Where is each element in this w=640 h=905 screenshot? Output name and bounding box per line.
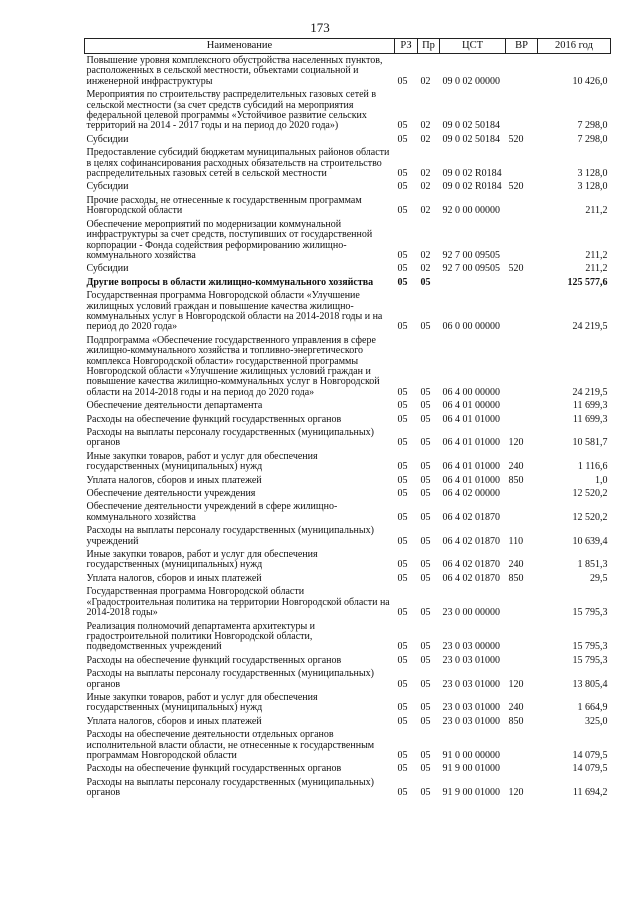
row-pr: 05 [420, 607, 431, 619]
row-name-text: Повышение уровня комплексного обустройства населенных пунктов, расположенных в сельской местности, объектами социальной и инженерной инфраструктуры [86, 55, 383, 87]
row-name-text: Мероприятия по строительству распределительных газовых сетей в сельской местности (за счет средств субсидий на мероприятия федеральной целевой программы «Устойчивое развитие сельских территорий на 2014 - 2017 годы и на период до 2020 года») [86, 89, 377, 132]
row-pr: 05 [420, 511, 431, 523]
row-name-text: Другие вопросы в области жилищно-коммунального хозяйства [86, 276, 374, 288]
row-name-text: Расходы на обеспечение функций государственных органов [86, 413, 342, 425]
row-amount: 29,5 [590, 572, 608, 584]
row-cst: 06 4 00 00000 [442, 386, 500, 398]
row-pr: 05 [420, 488, 431, 500]
row-name [85, 413, 395, 426]
table-row [85, 728, 611, 762]
row-amount: 11 694,2 [572, 787, 608, 799]
row-cst: 91 9 00 01000 [442, 763, 500, 775]
row-pr: 05 [420, 400, 431, 412]
row-amount: 3 128,0 [577, 168, 608, 180]
row-name [85, 194, 395, 218]
row-pr: 05 [420, 461, 431, 473]
row-cst: 91 0 00 00000 [442, 749, 500, 761]
row-pr: 05 [420, 678, 431, 690]
table-row [85, 146, 611, 180]
row-cst: 23 0 03 01000 [442, 654, 500, 666]
row-name [85, 620, 395, 654]
table-row [85, 180, 611, 193]
row-pr: 05 [420, 437, 431, 449]
row-pr: 05 [420, 386, 431, 398]
header-row [85, 39, 611, 54]
row-name [85, 399, 395, 412]
row-amount: 11 699,3 [572, 400, 608, 412]
header-cst: ЦСТ [440, 39, 506, 54]
row-pr: 05 [420, 321, 431, 333]
row-vr: 240 [508, 559, 524, 571]
table-row [85, 776, 611, 800]
row-name-text: Обеспечение мероприятий по модернизации коммунальной инфраструктуры за счет средств, поступивших от государственной корпорации - Фонда содействия реформированию жилищно-коммунального хозяйства [86, 218, 373, 261]
row-name-text: Иные закупки товаров, работ и услуг для обеспечения государственных (муниципальных) нужд [86, 549, 318, 571]
row-rz: 05 [397, 120, 408, 132]
row-name [85, 88, 395, 133]
table-row [85, 667, 611, 691]
row-name [85, 524, 395, 548]
row-name-text: Уплата налогов, сборов и иных платежей [86, 474, 262, 486]
row-vr: 850 [508, 572, 524, 584]
row-cst: 06 4 02 01870 [442, 559, 500, 571]
row-pr: 05 [420, 787, 431, 799]
header-year: 2016 год [538, 39, 611, 54]
row-name-text: Расходы на обеспечение функций государственных органов [86, 654, 342, 666]
row-rz: 05 [397, 400, 408, 412]
row-name-text: Уплата налогов, сборов и иных платежей [86, 572, 262, 584]
row-cst: 06 4 01 01000 [442, 474, 500, 486]
row-pr: 05 [420, 559, 431, 571]
row-vr [506, 487, 538, 500]
row-rz: 05 [397, 249, 408, 261]
row-name-text: Иные закупки товаров, работ и услуг для обеспечения государственных (муниципальных) нужд [86, 450, 318, 473]
row-cst: 06 4 02 01870 [442, 511, 500, 523]
row-name [85, 450, 395, 474]
row-name-text: Подпрограмма «Обеспечение государственного управления в сфере жилищно-коммунального хозяйства и топливно-энергетического комплекса Новгородской области» государственной программы Новгородской области «Улучшение жилищных условий граждан и повышение качества жилищно-коммунальных услуг в Новгородской области на 2014-2018 годы и на период до 2020 года» [86, 334, 380, 398]
row-cst: 09 0 02 R0184 [442, 181, 502, 193]
row-amount: 10 639,4 [572, 535, 608, 547]
table-header [85, 39, 611, 54]
row-pr: 02 [420, 120, 431, 132]
row-pr: 05 [420, 654, 431, 666]
row-name [85, 691, 395, 715]
row-vr [506, 762, 538, 775]
row-name [85, 585, 395, 619]
row-amount: 15 795,3 [572, 641, 608, 653]
row-name-text: Реализация полномочий департамента архитектуры и градостроительной политики Новгородской области, подведомственных учреждений [86, 620, 316, 653]
row-name [85, 54, 395, 89]
row-vr: 120 [508, 678, 524, 690]
row-pr: 02 [420, 75, 431, 87]
row-name-text: Субсидии [86, 133, 129, 145]
row-rz: 05 [397, 488, 408, 500]
row-rz: 05 [397, 641, 408, 653]
row-amount: 1,0 [595, 474, 608, 486]
row-vr [506, 289, 538, 334]
row-name [85, 487, 395, 500]
row-vr [506, 413, 538, 426]
table-row [85, 487, 611, 500]
table-row [85, 399, 611, 412]
table-row [85, 334, 611, 399]
row-name-text: Расходы на выплаты персоналу государственных (муниципальных) учреждений [86, 525, 374, 547]
row-pr: 02 [420, 133, 431, 145]
row-amount: 1 116,6 [577, 461, 608, 473]
row-cst: 23 0 03 00000 [442, 641, 500, 653]
row-cst: 23 0 00 00000 [442, 607, 500, 619]
row-vr: 520 [508, 133, 524, 145]
row-amount: 15 795,3 [572, 654, 608, 666]
row-vr: 110 [508, 535, 524, 547]
row-name [85, 289, 395, 334]
row-rz: 05 [397, 678, 408, 690]
table-row [85, 54, 611, 89]
row-name-text: Обеспечение деятельности учреждения [86, 488, 256, 500]
row-rz: 05 [397, 321, 408, 333]
row-name [85, 276, 395, 289]
row-name [85, 180, 395, 193]
row-vr: 240 [508, 461, 524, 473]
row-amount: 11 699,3 [572, 413, 608, 425]
row-pr: 02 [420, 249, 431, 261]
table-row [85, 194, 611, 218]
row-name [85, 426, 395, 450]
table-row [85, 548, 611, 572]
header-name: Наименование [85, 39, 395, 54]
row-vr [506, 585, 538, 619]
row-name-text: Расходы на выплаты персоналу государственных (муниципальных) органов [86, 776, 374, 799]
row-name [85, 667, 395, 691]
row-vr: 120 [508, 437, 524, 449]
row-rz: 05 [397, 715, 408, 727]
row-name [85, 762, 395, 775]
row-amount: 14 079,5 [572, 763, 608, 775]
row-rz: 05 [397, 654, 408, 666]
row-pr: 05 [420, 413, 431, 425]
row-cst: 06 0 00 00000 [442, 321, 500, 333]
row-vr [506, 654, 538, 667]
row-pr: 05 [420, 702, 431, 714]
row-name-text: Предоставление субсидий бюджетам муниципальных районов области в целях софинансирования расходных обязательств на строительство распределительных газовых сетей в сельской местности [86, 147, 390, 180]
row-name [85, 500, 395, 524]
row-name [85, 133, 395, 146]
row-rz: 05 [397, 181, 408, 193]
row-vr: 520 [508, 263, 524, 275]
row-pr: 05 [420, 535, 431, 547]
row-rz: 05 [397, 386, 408, 398]
table-row [85, 474, 611, 487]
row-amount: 24 219,5 [572, 386, 608, 398]
table-row [85, 262, 611, 275]
table-row [85, 572, 611, 585]
row-amount: 7 298,0 [577, 133, 608, 145]
row-vr [506, 218, 538, 263]
table-row [85, 762, 611, 775]
row-vr [506, 194, 538, 218]
row-name-text: Государственная программа Новгородской области «Улучшение жилищных условий граждан и повышение качества жилищно-коммунальных услуг в Новгородской области на 2014-2018 годы и на период до 2020 года» [86, 290, 383, 333]
row-amount: 24 219,5 [572, 321, 608, 333]
row-pr: 05 [420, 572, 431, 584]
row-rz: 05 [397, 168, 408, 180]
row-name-text: Иные закупки товаров, работ и услуг для обеспечения государственных (муниципальных) нужд [86, 691, 318, 714]
row-rz: 05 [397, 559, 408, 571]
row-name-text: Субсидии [86, 263, 129, 275]
table-row [85, 620, 611, 654]
row-rz: 05 [397, 474, 408, 486]
row-cst: 09 0 02 00000 [442, 75, 500, 87]
row-vr: 850 [508, 715, 524, 727]
row-cst: 92 0 00 00000 [442, 205, 500, 217]
row-rz: 05 [397, 75, 408, 87]
table-row [85, 289, 611, 334]
row-rz: 05 [397, 437, 408, 449]
row-vr: 120 [508, 787, 524, 799]
row-vr [506, 88, 538, 133]
row-pr: 05 [420, 474, 431, 486]
row-cst [440, 276, 506, 289]
row-vr: 240 [508, 702, 524, 714]
row-rz: 05 [397, 572, 408, 584]
row-name-text: Уплата налогов, сборов и иных платежей [86, 715, 262, 727]
row-amount: 7 298,0 [577, 120, 608, 132]
row-vr [506, 334, 538, 399]
table-row [85, 133, 611, 146]
budget-table [84, 38, 611, 800]
row-rz: 05 [397, 607, 408, 619]
row-pr: 05 [420, 763, 431, 775]
row-vr [506, 276, 538, 289]
row-name [85, 146, 395, 180]
row-vr [506, 54, 538, 89]
row-rz: 05 [397, 787, 408, 799]
table-row [85, 450, 611, 474]
table-row [85, 691, 611, 715]
row-name [85, 776, 395, 800]
row-amount: 211,2 [585, 249, 608, 261]
row-pr: 05 [420, 749, 431, 761]
row-cst: 92 7 00 09505 [442, 263, 500, 275]
row-vr [506, 399, 538, 412]
row-amount: 211,2 [585, 205, 608, 217]
row-cst: 06 4 01 00000 [442, 400, 500, 412]
row-name-text: Прочие расходы, не отнесенные к государственным программам Новгородской области [86, 194, 362, 217]
row-name [85, 728, 395, 762]
row-name [85, 572, 395, 585]
row-name [85, 218, 395, 263]
row-cst: 91 9 00 01000 [442, 787, 500, 799]
row-cst: 92 7 00 09505 [442, 249, 500, 261]
header-vr: ВР [506, 39, 538, 54]
row-cst: 09 0 02 50184 [442, 133, 500, 145]
row-amount: 3 128,0 [577, 181, 608, 193]
row-name-text: Государственная программа Новгородской области «Градостроительная политика на территории Новгородской области на 2014-2018 годы» [86, 586, 390, 619]
row-pr: 02 [420, 168, 431, 180]
row-cst: 06 4 02 00000 [442, 488, 500, 500]
row-amount: 13 805,4 [572, 678, 608, 690]
row-pr: 05 [420, 641, 431, 653]
row-vr [506, 620, 538, 654]
row-rz: 05 [397, 263, 408, 275]
row-name-text: Обеспечение деятельности учреждений в сфере жилищно-коммунального хозяйства [86, 501, 338, 523]
table-row [85, 654, 611, 667]
row-rz: 05 [397, 763, 408, 775]
table-row [85, 585, 611, 619]
row-pr: 05 [420, 715, 431, 727]
row-amount: 211,2 [585, 263, 608, 275]
row-name-text: Расходы на обеспечение деятельности отдельных органов исполнительной власти области, не отнесенные к государственным программам Новгородской области [86, 729, 375, 761]
row-vr: 520 [508, 181, 524, 193]
row-rz: 05 [397, 205, 408, 217]
row-pr: 05 [420, 276, 431, 288]
row-amount: 325,0 [585, 715, 608, 727]
row-vr [506, 146, 538, 180]
table-body [85, 54, 611, 800]
row-name [85, 262, 395, 275]
table-row [85, 218, 611, 263]
row-name [85, 548, 395, 572]
row-cst: 06 4 02 01870 [442, 535, 500, 547]
row-vr: 850 [508, 474, 524, 486]
table-row [85, 715, 611, 728]
row-amount: 15 795,3 [572, 607, 608, 619]
row-rz: 05 [397, 133, 408, 145]
row-cst: 06 4 01 01000 [442, 437, 500, 449]
table-row [85, 426, 611, 450]
row-rz: 05 [397, 702, 408, 714]
row-cst: 09 0 02 R0184 [442, 168, 502, 180]
table-row [85, 88, 611, 133]
table-row [85, 524, 611, 548]
row-pr: 02 [420, 181, 431, 193]
row-cst: 06 4 02 01870 [442, 572, 500, 584]
row-name-text: Субсидии [86, 181, 129, 193]
row-amount: 10 581,7 [572, 437, 608, 449]
row-amount: 1 664,9 [577, 702, 608, 714]
row-cst: 23 0 03 01000 [442, 702, 500, 714]
row-name [85, 654, 395, 667]
table-row [85, 500, 611, 524]
row-rz: 05 [397, 461, 408, 473]
row-name-text: Расходы на выплаты персоналу государственных (муниципальных) органов [86, 668, 374, 690]
row-cst: 23 0 03 01000 [442, 715, 500, 727]
row-amount: 10 426,0 [572, 75, 608, 87]
row-cst: 06 4 01 01000 [442, 413, 500, 425]
row-name [85, 474, 395, 487]
row-rz: 05 [397, 276, 408, 288]
row-cst: 23 0 03 01000 [442, 678, 500, 690]
row-vr [506, 500, 538, 524]
header-pr: Пр [418, 39, 440, 54]
row-amount: 125 577,6 [567, 276, 608, 288]
row-pr: 02 [420, 205, 431, 217]
row-amount: 12 520,2 [572, 488, 608, 500]
row-pr: 02 [420, 263, 431, 275]
page-number: 173 [310, 20, 330, 35]
row-amount: 14 079,5 [572, 749, 608, 761]
table-row [85, 276, 611, 289]
row-cst: 09 0 02 50184 [442, 120, 500, 132]
row-name-text: Расходы на обеспечение функций государственных органов [86, 763, 342, 775]
row-name [85, 334, 395, 399]
table-row [85, 413, 611, 426]
row-name-text: Расходы на выплаты персоналу государственных (муниципальных) органов [86, 427, 374, 449]
row-vr [506, 728, 538, 762]
row-rz: 05 [397, 511, 408, 523]
row-rz: 05 [397, 535, 408, 547]
row-rz: 05 [397, 413, 408, 425]
row-amount: 12 520,2 [572, 511, 608, 523]
row-name-text: Обеспечение деятельности департамента [86, 400, 263, 412]
row-amount: 1 851,3 [577, 559, 608, 571]
row-rz: 05 [397, 749, 408, 761]
header-rz: РЗ [395, 39, 418, 54]
row-name [85, 715, 395, 728]
row-cst: 06 4 01 01000 [442, 461, 500, 473]
